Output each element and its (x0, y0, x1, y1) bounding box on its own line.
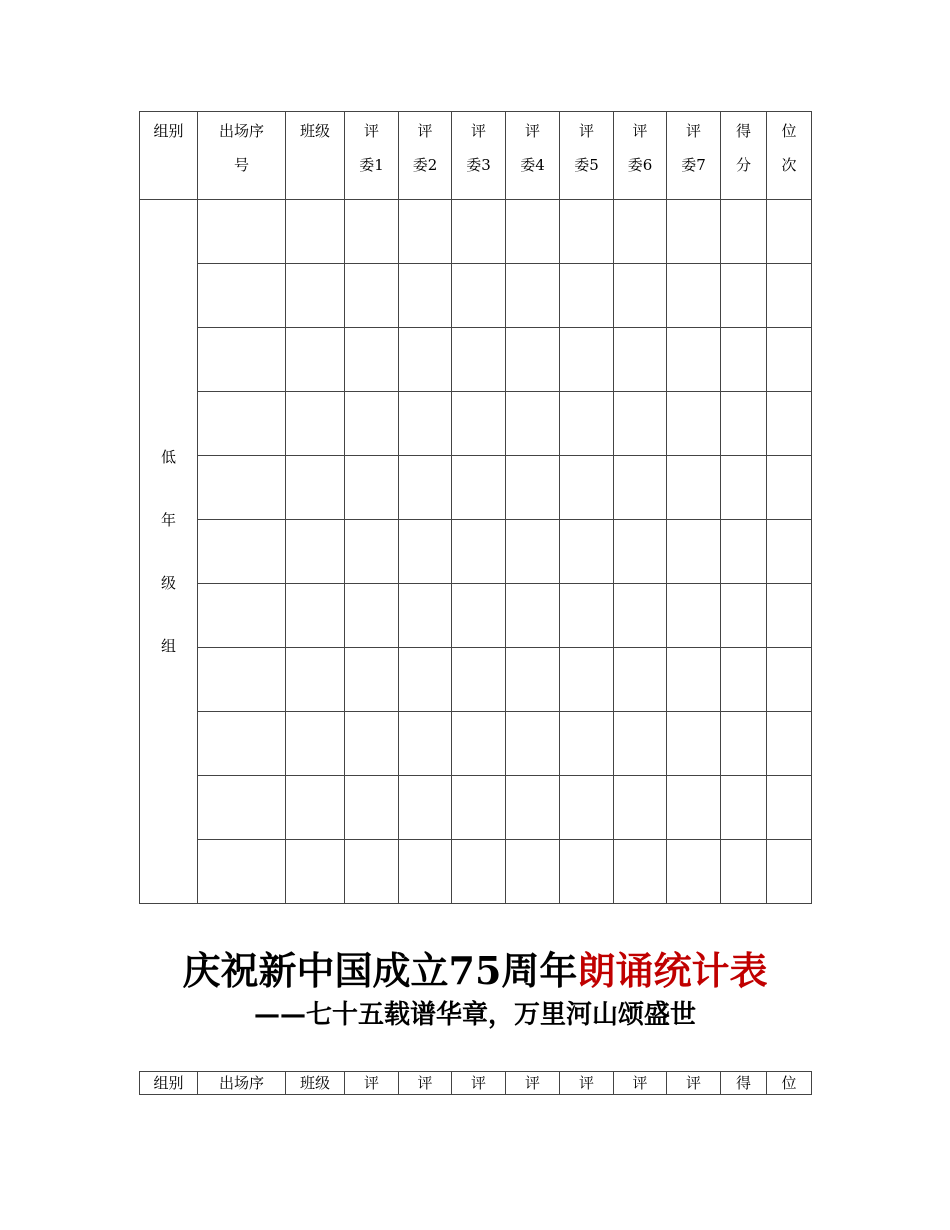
table-cell[interactable] (345, 520, 399, 584)
column-header-line1: 班级 (299, 122, 330, 140)
table-cell[interactable] (399, 840, 452, 904)
page-title (0, 946, 950, 996)
table-cell[interactable] (560, 456, 614, 520)
column-header-line2: 分 (735, 156, 751, 174)
table-row (140, 648, 812, 712)
table-header-row (140, 112, 812, 200)
table-cell[interactable] (721, 776, 767, 840)
table-cell[interactable] (345, 840, 399, 904)
title-accent: 朗诵统计表 (577, 948, 768, 993)
table-cell[interactable] (560, 392, 614, 456)
table-cell[interactable] (667, 840, 721, 904)
table-cell[interactable] (399, 648, 452, 712)
table-cell[interactable] (667, 584, 721, 648)
table-cell[interactable] (345, 328, 399, 392)
table-row (140, 520, 812, 584)
column-header (721, 112, 767, 200)
score-table-2 (139, 1071, 812, 1095)
table-cell[interactable] (721, 648, 767, 712)
group-label-char: 级 (160, 573, 176, 592)
column-header (198, 112, 286, 200)
table-cell[interactable] (399, 712, 452, 776)
table-cell[interactable] (614, 200, 667, 264)
table-cell[interactable] (721, 200, 767, 264)
table-cell[interactable] (286, 648, 345, 712)
column-header: 班级 (286, 1072, 345, 1095)
table-cell[interactable] (399, 200, 452, 264)
table-cell[interactable] (286, 712, 345, 776)
column-header-line1: 评 (363, 122, 379, 140)
table-cell[interactable] (506, 520, 560, 584)
table-cell[interactable] (399, 520, 452, 584)
table-cell[interactable] (452, 584, 506, 648)
table-cell[interactable] (286, 840, 345, 904)
table-row (140, 584, 812, 648)
table-cell[interactable] (667, 456, 721, 520)
table-cell[interactable] (767, 264, 812, 328)
table-cell[interactable] (614, 264, 667, 328)
table-cell[interactable] (560, 776, 614, 840)
column-header-line1: 评 (685, 122, 701, 140)
table-cell[interactable] (286, 776, 345, 840)
column-header (286, 112, 345, 200)
table-cell[interactable] (506, 648, 560, 712)
table-cell[interactable] (345, 776, 399, 840)
table-cell[interactable] (345, 712, 399, 776)
column-header-line1: 评 (417, 122, 433, 140)
table-cell[interactable] (721, 584, 767, 648)
table-cell[interactable] (452, 648, 506, 712)
table-cell[interactable] (506, 840, 560, 904)
column-header-line2: 委4 (520, 156, 545, 174)
table-cell[interactable] (506, 584, 560, 648)
table-cell[interactable] (198, 456, 286, 520)
column-header (667, 112, 721, 200)
table-cell[interactable] (345, 584, 399, 648)
table-cell[interactable] (399, 264, 452, 328)
table-cell[interactable] (452, 776, 506, 840)
table-cell[interactable] (286, 520, 345, 584)
group-label-char: 年 (160, 510, 176, 529)
table-cell[interactable] (198, 200, 286, 264)
table-cell[interactable] (506, 200, 560, 264)
table-cell[interactable] (667, 712, 721, 776)
table-cell[interactable] (452, 328, 506, 392)
table-cell[interactable] (667, 264, 721, 328)
table-cell[interactable] (721, 840, 767, 904)
table-cell[interactable] (452, 200, 506, 264)
table-cell[interactable] (614, 584, 667, 648)
column-header-line1: 评 (470, 122, 486, 140)
table-cell[interactable] (721, 328, 767, 392)
table-cell[interactable] (452, 392, 506, 456)
column-header (399, 112, 452, 200)
column-header: 评 (506, 1072, 560, 1095)
table-header-row (140, 1072, 812, 1095)
column-header (140, 112, 198, 200)
table-cell[interactable] (560, 520, 614, 584)
table-cell[interactable] (506, 392, 560, 456)
table-row (140, 264, 812, 328)
table-cell[interactable] (198, 776, 286, 840)
table-cell[interactable] (399, 392, 452, 456)
table-cell[interactable] (345, 456, 399, 520)
table-cell[interactable] (560, 648, 614, 712)
table-cell[interactable] (614, 392, 667, 456)
table-cell[interactable] (399, 776, 452, 840)
column-header-line1: 位 (781, 122, 797, 140)
column-header (767, 112, 812, 200)
table-cell[interactable] (667, 200, 721, 264)
table-cell[interactable] (667, 648, 721, 712)
column-header-line2: 委6 (627, 156, 653, 174)
table-cell[interactable] (452, 456, 506, 520)
table-cell[interactable] (767, 840, 812, 904)
table-cell[interactable] (506, 328, 560, 392)
table-cell[interactable] (399, 456, 452, 520)
table-cell[interactable] (399, 584, 452, 648)
table-cell[interactable] (614, 776, 667, 840)
table-cell[interactable] (286, 328, 345, 392)
table-cell[interactable] (721, 520, 767, 584)
column-header: 评 (345, 1072, 399, 1095)
table-cell[interactable] (614, 456, 667, 520)
table-cell[interactable] (198, 648, 286, 712)
group-label-char: 组 (160, 636, 176, 655)
column-header: 组别 (140, 1072, 198, 1095)
column-header-line1: 评 (632, 122, 648, 140)
column-header: 评 (667, 1072, 721, 1095)
table-cell[interactable] (286, 200, 345, 264)
table-cell[interactable] (721, 392, 767, 456)
column-header: 位 (767, 1072, 812, 1095)
column-header (345, 112, 399, 200)
table-row (140, 392, 812, 456)
column-header: 评 (399, 1072, 452, 1095)
table-cell[interactable] (560, 200, 614, 264)
column-header-line2: 委5 (574, 156, 599, 174)
column-header-line1: 评 (578, 122, 594, 140)
table-cell[interactable] (399, 328, 452, 392)
group-label-cell (140, 200, 198, 904)
column-header: 评 (452, 1072, 506, 1095)
table-cell[interactable] (560, 712, 614, 776)
table-cell[interactable] (767, 584, 812, 648)
table-cell[interactable] (767, 776, 812, 840)
table-cell[interactable] (506, 776, 560, 840)
table-cell[interactable] (506, 712, 560, 776)
table-cell[interactable] (560, 328, 614, 392)
table-cell[interactable] (614, 712, 667, 776)
table-cell[interactable] (452, 712, 506, 776)
table-cell[interactable] (667, 392, 721, 456)
column-header-line2: 次 (781, 156, 797, 174)
table-cell[interactable] (767, 712, 812, 776)
column-header (560, 112, 614, 200)
table-cell[interactable] (614, 840, 667, 904)
table-cell[interactable] (614, 328, 667, 392)
table-cell[interactable] (345, 648, 399, 712)
table-cell[interactable] (767, 456, 812, 520)
table-row (140, 456, 812, 520)
table-cell[interactable] (614, 648, 667, 712)
table-cell[interactable] (560, 584, 614, 648)
column-header-line1: 组别 (153, 122, 184, 140)
column-header (452, 112, 506, 200)
table-cell[interactable] (452, 840, 506, 904)
table-cell[interactable] (767, 328, 812, 392)
title-main: 庆祝新中国成立75周年 (182, 948, 578, 993)
table-cell[interactable] (767, 392, 812, 456)
table-cell[interactable] (667, 328, 721, 392)
column-header-line2: 委1 (359, 156, 384, 174)
table-cell[interactable] (614, 520, 667, 584)
table-cell[interactable] (198, 328, 286, 392)
table-cell[interactable] (198, 840, 286, 904)
column-header-line2: 委7 (681, 156, 706, 174)
table-row (140, 328, 812, 392)
column-header: 得 (721, 1072, 767, 1095)
table-cell[interactable] (667, 520, 721, 584)
table-cell[interactable] (286, 584, 345, 648)
column-header-line1: 出场序 (218, 122, 264, 140)
table-cell[interactable] (560, 264, 614, 328)
table-cell[interactable] (286, 264, 345, 328)
table-cell[interactable] (345, 392, 399, 456)
table-cell[interactable] (452, 520, 506, 584)
column-header-line2: 委2 (412, 156, 438, 174)
table-cell[interactable] (767, 648, 812, 712)
table-cell[interactable] (721, 264, 767, 328)
table-cell[interactable] (767, 520, 812, 584)
table-cell[interactable] (198, 712, 286, 776)
column-header-line2: 号 (233, 156, 249, 174)
group-label-char: 低 (160, 447, 176, 466)
column-header-line1: 得 (735, 122, 751, 140)
table-row (140, 712, 812, 776)
score-table-1 (139, 111, 812, 904)
table-cell[interactable] (506, 456, 560, 520)
table-cell[interactable] (286, 392, 345, 456)
table-cell[interactable] (667, 776, 721, 840)
table-row (140, 840, 812, 904)
table-cell[interactable] (560, 840, 614, 904)
table-cell[interactable] (345, 264, 399, 328)
table-cell[interactable] (198, 520, 286, 584)
column-header: 出场序 (198, 1072, 286, 1095)
column-header: 评 (560, 1072, 614, 1095)
table-cell[interactable] (345, 200, 399, 264)
table-cell[interactable] (452, 264, 506, 328)
table-cell[interactable] (767, 200, 812, 264)
table-cell[interactable] (506, 264, 560, 328)
column-header (506, 112, 560, 200)
page-subtitle: ——七十五载谱华章，万里河山颂盛世 (253, 1000, 696, 1030)
column-header-line1: 评 (524, 122, 540, 140)
table-cell[interactable] (198, 392, 286, 456)
table-cell[interactable] (198, 264, 286, 328)
table-cell[interactable] (721, 456, 767, 520)
table-cell[interactable] (286, 456, 345, 520)
column-header: 评 (614, 1072, 667, 1095)
column-header-line2: 委3 (466, 156, 491, 174)
column-header (614, 112, 667, 200)
table-cell[interactable] (198, 584, 286, 648)
table-row (140, 776, 812, 840)
table-row (140, 200, 812, 264)
table-cell[interactable] (721, 712, 767, 776)
